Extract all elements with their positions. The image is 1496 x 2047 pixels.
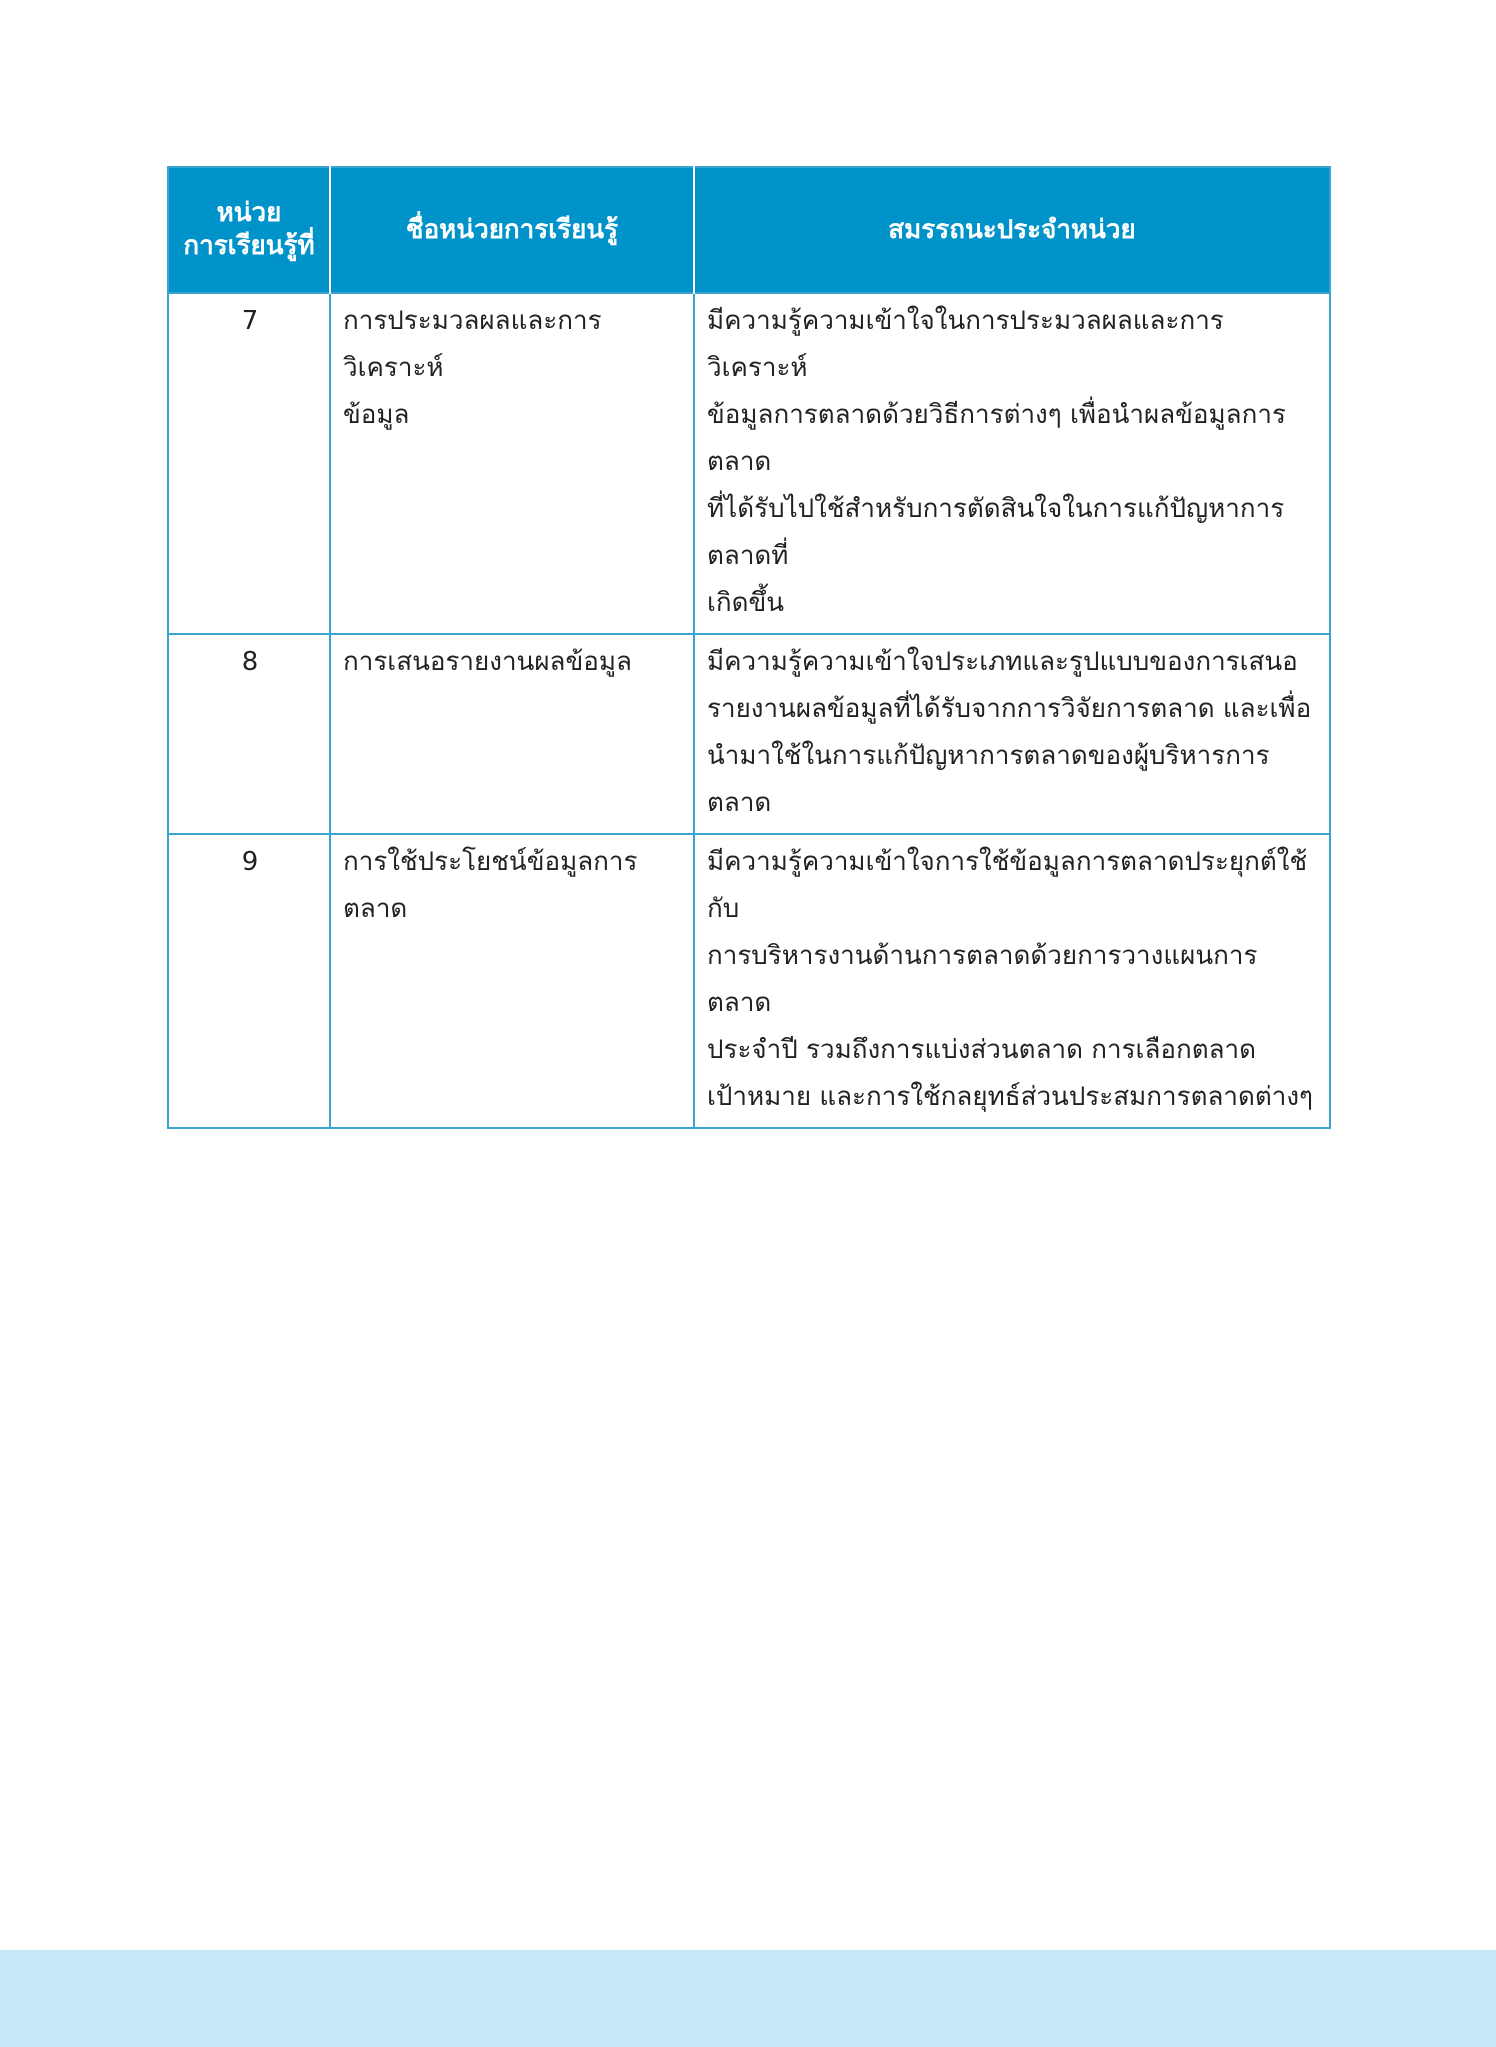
unit-name-line: การเสนอรายงานผลข้อมูล xyxy=(343,647,632,677)
unit-name-line: การใช้ประโยชน์ข้อมูลการตลาด xyxy=(343,847,638,924)
competency-line: มีความรู้ความเข้าใจการใช้ข้อมูลการตลาดประยุกต์ใช้กับ xyxy=(707,847,1308,924)
unit-number-cell: 7 xyxy=(168,293,330,634)
header-unit-number-line1: หน่วย xyxy=(216,198,282,228)
competency-line: มีความรู้ความเข้าใจประเภทและรูปแบบของการเสนอ xyxy=(707,647,1298,677)
competency-cell xyxy=(694,834,1330,1128)
table-row xyxy=(168,834,1330,1128)
competency-cell xyxy=(694,634,1330,834)
competency-line: ประจำปี รวมถึงการแบ่งส่วนตลาด การเลือกตลาด xyxy=(707,1035,1257,1065)
learning-units-table xyxy=(167,166,1331,1129)
competency-line: นำมาใช้ในการแก้ปัญหาการตลาดของผู้บริหารการตลาด xyxy=(707,741,1270,818)
unit-name-line: การประมวลผลและการวิเคราะห์ xyxy=(343,306,602,383)
competency-line: การบริหารงานด้านการตลาดด้วยการวางแผนการตลาด xyxy=(707,941,1258,1018)
unit-name-line: ข้อมูล xyxy=(343,400,410,430)
unit-name-cell xyxy=(330,634,694,834)
bottom-decorative-band xyxy=(0,1950,1496,2047)
header-unit-name: ชื่อหน่วยการเรียนรู้ xyxy=(330,167,694,293)
competency-cell xyxy=(694,293,1330,634)
table-row xyxy=(168,293,1330,634)
unit-name-cell xyxy=(330,293,694,634)
competency-line: ข้อมูลการตลาดด้วยวิธีการต่างๆ เพื่อนำผลข้อมูลการตลาด xyxy=(707,400,1286,477)
competency-line: เกิดขึ้น xyxy=(707,588,785,618)
competency-line: ที่ได้รับไปใช้สำหรับการตัดสินใจในการแก้ปัญหาการตลาดที่ xyxy=(707,494,1285,571)
competency-line: มีความรู้ความเข้าใจในการประมวลผลและการวิเคราะห์ xyxy=(707,306,1224,383)
page-content xyxy=(167,166,1329,1129)
header-unit-number xyxy=(168,167,330,293)
unit-name-cell xyxy=(330,834,694,1128)
unit-number-cell: 8 xyxy=(168,634,330,834)
header-unit-number-line2: การเรียนรู้ที่ xyxy=(183,231,315,261)
header-competency: สมรรถนะประจำหน่วย xyxy=(694,167,1330,293)
competency-line: รายงานผลข้อมูลที่ได้รับจากการวิจัยการตลาด และเพื่อ xyxy=(707,694,1312,724)
unit-number-cell: 9 xyxy=(168,834,330,1128)
competency-line: เป้าหมาย และการใช้กลยุทธ์ส่วนประสมการตลาดต่างๆ xyxy=(707,1082,1314,1112)
table-row xyxy=(168,634,1330,834)
table-header-row xyxy=(168,167,1330,293)
